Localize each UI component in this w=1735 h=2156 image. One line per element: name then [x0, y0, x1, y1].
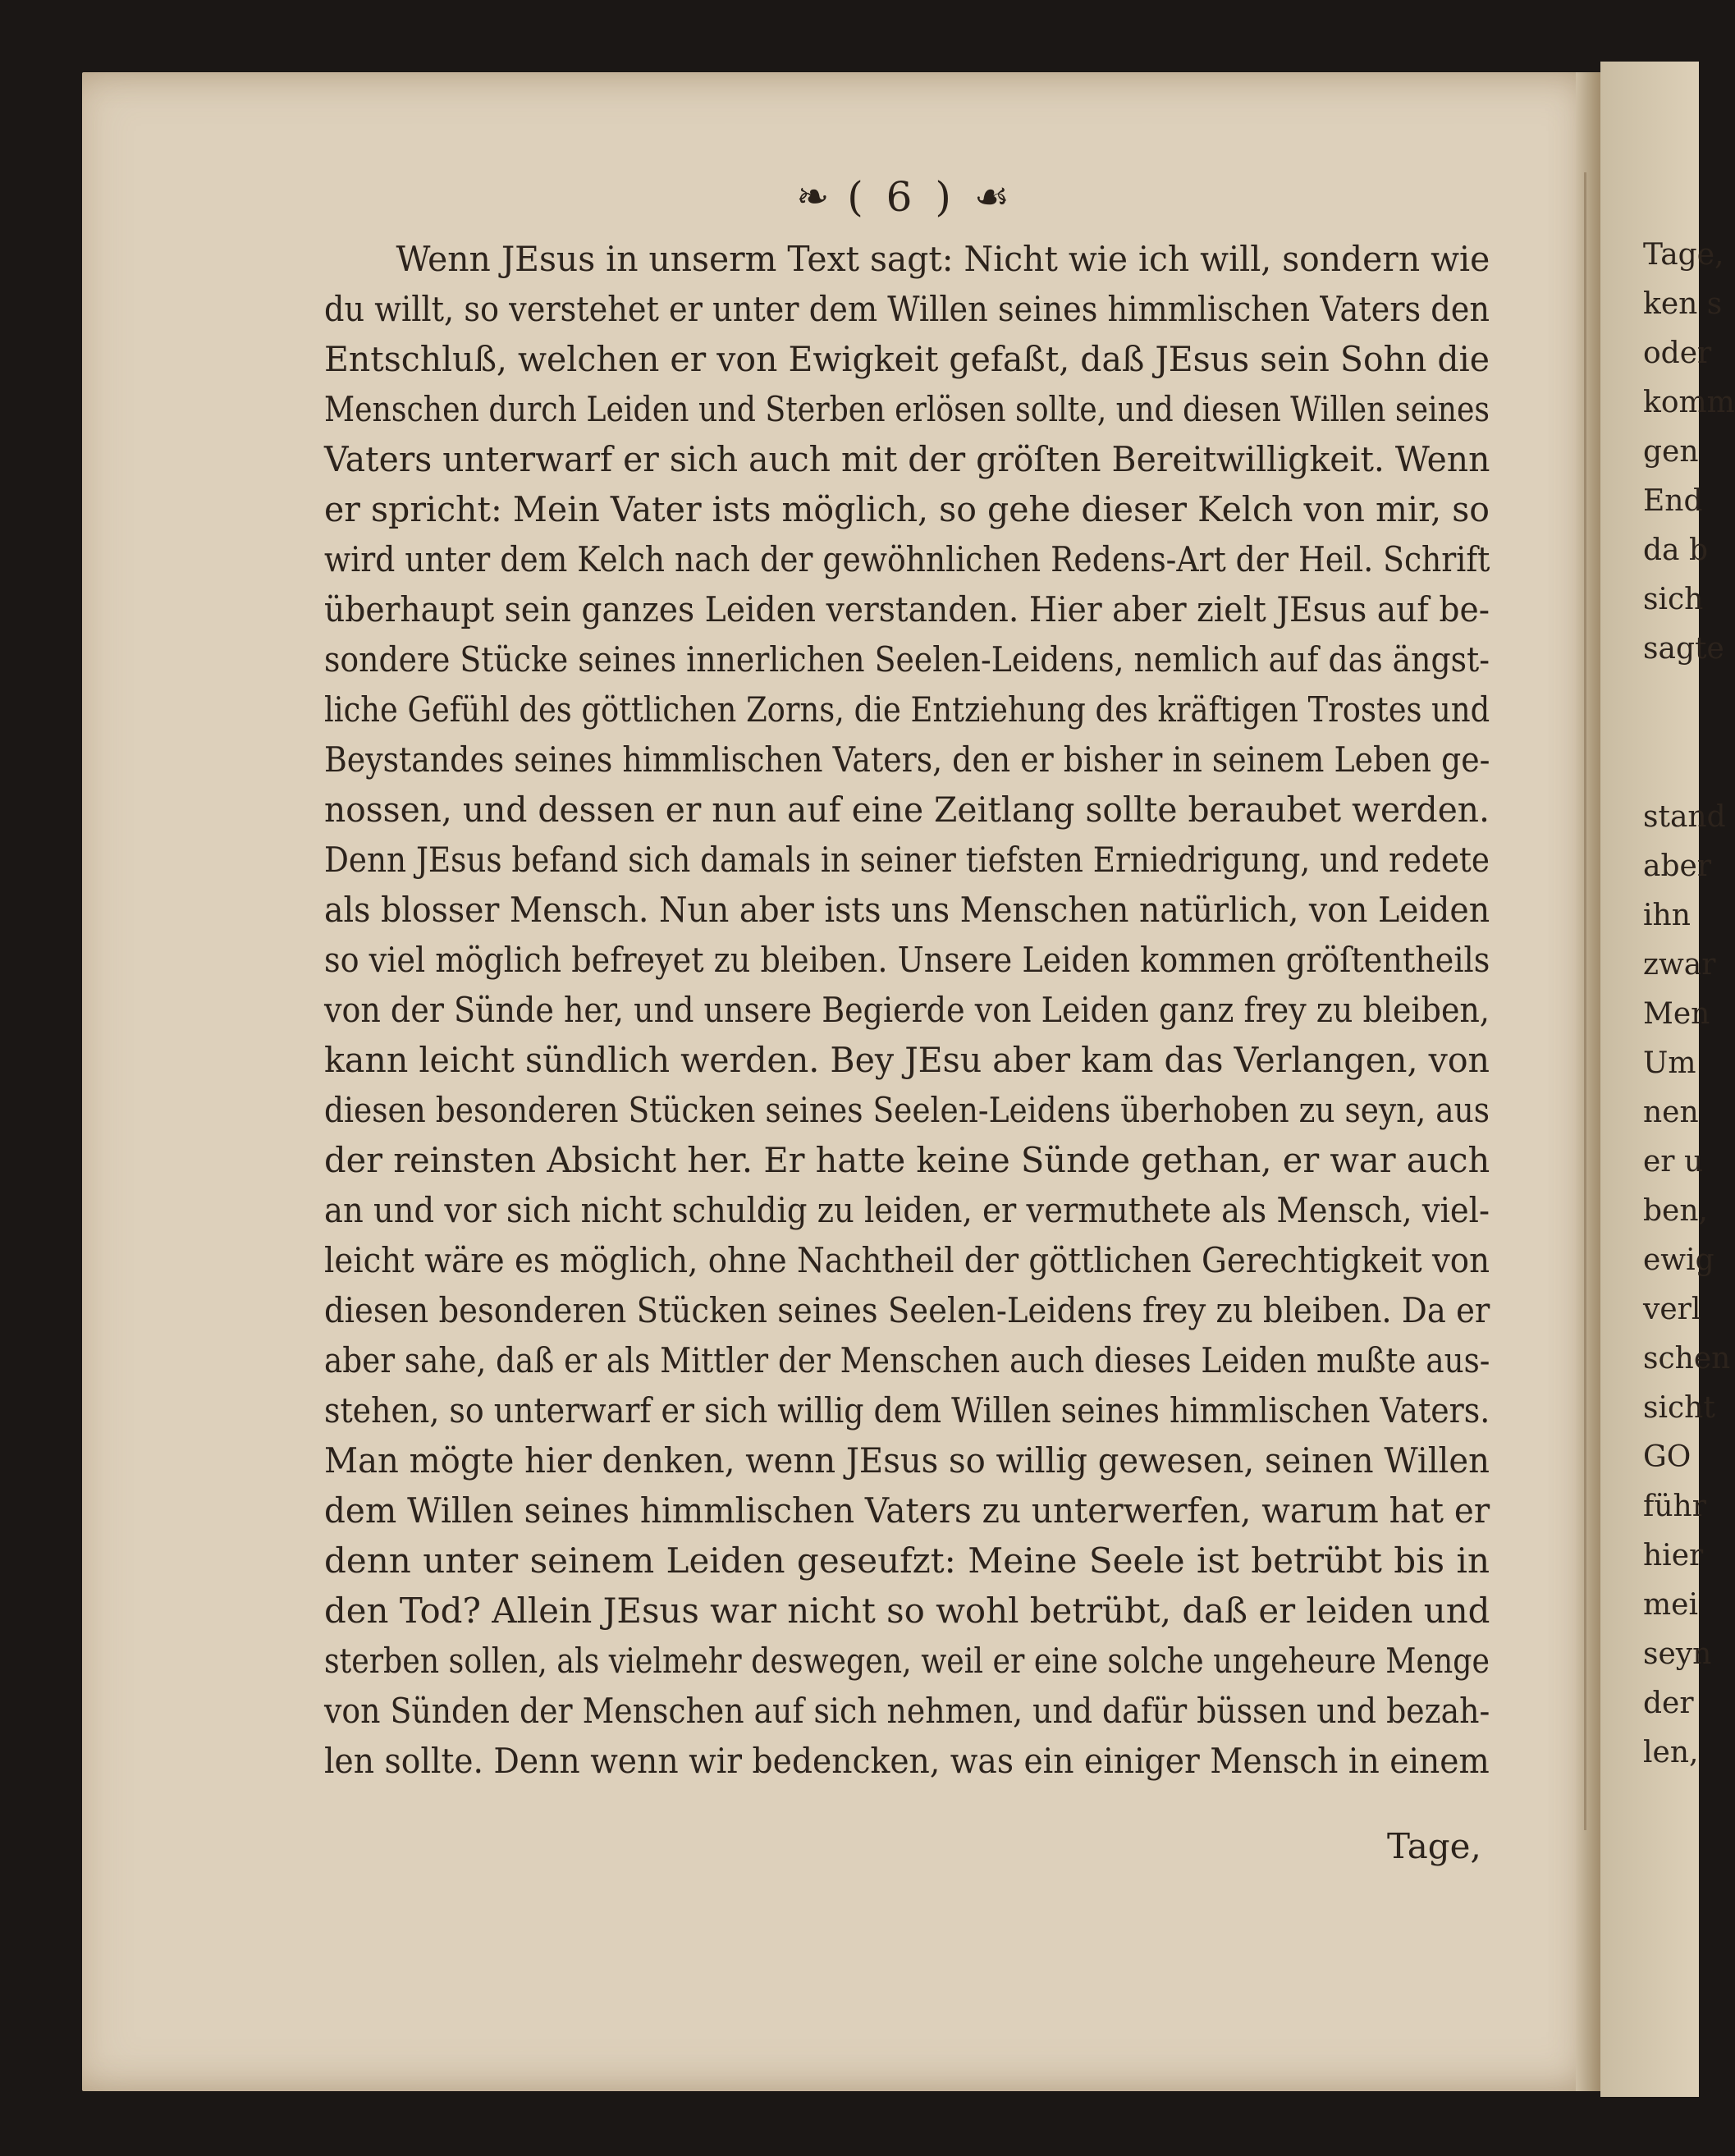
- text-line: sondere Stücke seines innerlichen Seelen-Leidens, nemlich auf das ängst-: [324, 639, 1490, 680]
- text-line: len sollte. Denn wenn wir bedencken, was ein einiger Mensch in einem: [324, 1741, 1490, 1781]
- margin-rule: [1584, 172, 1586, 1830]
- text-line: sterben sollen, als vielmehr deswegen, weil er eine solche ungeheure Menge: [324, 1641, 1490, 1681]
- text-line: von Sünden der Menschen auf sich nehmen, und dafür büssen und bezah-: [324, 1691, 1490, 1731]
- right-page-fragment: ihn: [1643, 899, 1691, 932]
- right-page-fragment: der: [1643, 1687, 1694, 1720]
- right-page-fragment: Tage,: [1643, 238, 1724, 272]
- text-line: Vaters unterwarf er sich auch mit der gröſten Bereitwilligkeit. Wenn: [324, 439, 1490, 479]
- right-page-fragment: ben,: [1643, 1194, 1708, 1228]
- text-line: wird unter dem Kelch nach der gewöhnlichen Redens-Art der Heil. Schrift: [324, 539, 1490, 579]
- right-page-fragment: End: [1643, 484, 1703, 518]
- text-line: von der Sünde her, und unsere Begierde von Leiden ganz frey zu bleiben,: [324, 990, 1490, 1030]
- text-line: stehen, so unterwarf er sich willig dem Willen seines himmlischen Vaters.: [324, 1390, 1490, 1430]
- text-line: du willt, so verstehet er unter dem Willen seines himmlischen Vaters den: [324, 289, 1490, 329]
- right-page-fragment: gen: [1643, 435, 1699, 469]
- book-gutter: [1576, 72, 1600, 2091]
- text-line: so viel möglich befreyet zu bleiben. Unsere Leiden kommen gröſtentheils: [324, 940, 1490, 980]
- text-line: den Tod? Allein JEsus war nicht so wohl betrübt, daß er leiden und: [324, 1591, 1490, 1631]
- text-line: Entschluß, welchen er von Ewigkeit gefaßt, daß JEsus sein Sohn die: [324, 339, 1490, 379]
- right-page-fragment: komm: [1643, 386, 1735, 419]
- right-page-fragment: GO: [1643, 1440, 1692, 1474]
- right-page-fragment: oder: [1643, 336, 1712, 370]
- page-number: ( 6 ): [847, 173, 956, 221]
- text-line: nossen, und dessen er nun auf eine Zeitlang sollte beraubet werden.: [324, 790, 1490, 830]
- right-page-fragment: schen: [1643, 1342, 1731, 1376]
- text-line: diesen besonderen Stücken seines Seelen-Leidens frey zu bleiben. Da er: [324, 1290, 1490, 1330]
- right-page-fragment: da b: [1643, 533, 1708, 567]
- text-line: an und vor sich nicht schuldig zu leiden, er vermuthete als Mensch, viel-: [324, 1190, 1490, 1230]
- right-page-fragment: sich: [1643, 583, 1704, 616]
- right-page-fragment: seyn: [1643, 1637, 1712, 1671]
- right-page-fragment: aber: [1643, 849, 1712, 883]
- text-line: Beystandes seines himmlischen Vaters, den er bisher in seinem Leben ge-: [324, 739, 1490, 780]
- text-line: kann leicht sündlich werden. Bey JEsu aber kam das Verlangen, von: [324, 1040, 1490, 1080]
- text-line: der reinsten Absicht her. Er hatte keine Sünde gethan, er war auch: [324, 1140, 1490, 1180]
- page-header: [714, 168, 1092, 226]
- ornament-left-icon: ❧: [796, 174, 830, 220]
- text-line: leicht wäre es möglich, ohne Nachtheil der göttlichen Gerechtigkeit von: [324, 1240, 1490, 1280]
- text-line: liche Gefühl des göttlichen Zorns, die Entziehung des kräftigen Trostes und: [324, 689, 1490, 730]
- right-page-fragment: Um: [1643, 1046, 1696, 1080]
- right-page-fragment: nen: [1643, 1096, 1699, 1129]
- right-page-fragment: ken s: [1643, 287, 1723, 321]
- right-page-fragment: ewig: [1643, 1243, 1714, 1277]
- right-page-fragment: hier: [1643, 1539, 1704, 1572]
- right-page-fragment: führ: [1643, 1490, 1706, 1523]
- text-line: diesen besonderen Stücken seines Seelen-Leidens überhoben zu seyn, aus: [324, 1090, 1490, 1130]
- right-page-fragment: stand: [1643, 800, 1726, 834]
- right-page-fragment: er u: [1643, 1145, 1704, 1179]
- text-line: Man mögte hier denken, wenn JEsus so willig gewesen, seinen Willen: [324, 1440, 1490, 1481]
- catchword: Tage,: [1387, 1826, 1481, 1866]
- text-line: er spricht: Mein Vater ists möglich, so gehe dieser Kelch von mir, so: [324, 489, 1490, 529]
- right-page-fragment: sicht: [1643, 1391, 1715, 1425]
- text-line: Wenn JEsus in unserm Text sagt: Nicht wie ich will, sondern wie: [396, 239, 1490, 279]
- right-page-fragment: zwar: [1643, 948, 1716, 982]
- right-page-fragment: len,: [1643, 1736, 1699, 1769]
- text-line: Menschen durch Leiden und Sterben erlösen sollte, und diesen Willen seines: [324, 389, 1490, 429]
- right-page-fragment: sagte: [1643, 632, 1724, 666]
- text-line: als blosser Mensch. Nun aber ists uns Menschen natürlich, von Leiden: [324, 890, 1490, 930]
- text-line: dem Willen seines himmlischen Vaters zu unterwerfen, warum hat er: [324, 1490, 1490, 1531]
- text-line: Denn JEsus befand sich damals in seiner tiefsten Erniedrigung, und redete: [324, 840, 1490, 880]
- ornament-right-icon: ☙: [973, 174, 1009, 220]
- text-line: überhaupt sein ganzes Leiden verstanden. Hier aber zielt JEsus auf be-: [324, 589, 1490, 629]
- text-line: aber sahe, daß er als Mittler der Menschen auch dieses Leiden mußte aus-: [324, 1340, 1490, 1380]
- right-page-fragment: verl: [1643, 1293, 1701, 1326]
- body-text: [324, 234, 1490, 1786]
- right-page-fragment: Men: [1643, 997, 1710, 1031]
- right-page-fragment: mei: [1643, 1588, 1698, 1622]
- text-line: denn unter seinem Leiden geseufzt: Meine Seele ist betrübt bis in: [324, 1540, 1490, 1581]
